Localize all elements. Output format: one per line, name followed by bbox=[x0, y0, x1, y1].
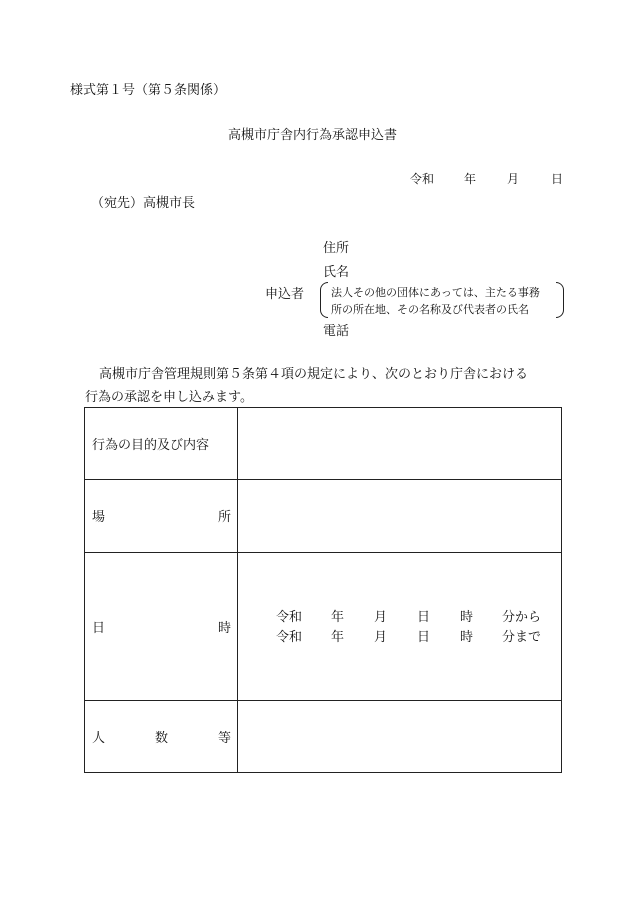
date-day-label: 日 bbox=[551, 172, 564, 186]
date-month-label: 月 bbox=[507, 172, 520, 186]
applicant-note-line-2: 所の所在地、その名称及び代表者の氏名 bbox=[331, 303, 529, 316]
purpose-field[interactable] bbox=[238, 408, 562, 480]
place-label-char: 所 bbox=[217, 510, 231, 526]
intro-text-line-2: 行為の承認を申し込みます。 bbox=[85, 390, 253, 405]
to-day: 日 bbox=[417, 630, 431, 646]
datetime-label-char: 日 bbox=[92, 620, 106, 636]
from-minute: 分から bbox=[502, 610, 542, 626]
count-label-cell bbox=[85, 700, 238, 772]
applicant-label: 申込者 bbox=[265, 287, 305, 302]
place-field[interactable] bbox=[238, 480, 562, 552]
count-label-char: 数 bbox=[154, 730, 168, 746]
datetime-label-cell bbox=[85, 552, 238, 700]
phone-label: 電話 bbox=[323, 324, 350, 339]
intro-text-line-1: 高槻市庁舎管理規則第５条第４項の規定により、次のとおり庁舎における bbox=[99, 367, 529, 382]
datetime-field[interactable] bbox=[238, 552, 562, 700]
to-year: 年 bbox=[331, 630, 345, 646]
from-day: 日 bbox=[417, 610, 431, 626]
place-row bbox=[85, 480, 562, 552]
from-era: 令和 bbox=[276, 610, 303, 626]
addressee: （宛先）高槻市長 bbox=[91, 196, 196, 211]
to-hour: 時 bbox=[460, 630, 474, 646]
right-bracket bbox=[556, 282, 564, 318]
name-label: 氏名 bbox=[323, 265, 350, 280]
to-minute: 分まで bbox=[502, 630, 542, 646]
datetime-to-row bbox=[238, 626, 561, 646]
to-era: 令和 bbox=[276, 630, 303, 646]
address-label: 住所 bbox=[323, 241, 350, 256]
from-year: 年 bbox=[331, 610, 345, 626]
application-table bbox=[84, 407, 562, 773]
count-label-char: 人 bbox=[92, 730, 106, 746]
date-year-label: 年 bbox=[464, 172, 477, 186]
count-label-char: 等 bbox=[217, 730, 231, 746]
datetime-row bbox=[85, 552, 562, 700]
form-number: 様式第１号（第５条関係） bbox=[70, 83, 227, 98]
from-hour: 時 bbox=[460, 610, 474, 626]
applicant-note bbox=[320, 282, 564, 318]
document-title: 高槻市庁舎内行為承認申込書 bbox=[228, 128, 398, 143]
datetime-from-row bbox=[238, 606, 561, 626]
count-field[interactable] bbox=[238, 700, 562, 772]
place-label-char: 場 bbox=[92, 510, 106, 526]
count-row bbox=[85, 700, 562, 772]
purpose-row bbox=[85, 408, 562, 480]
from-month: 月 bbox=[374, 610, 388, 626]
to-month: 月 bbox=[374, 630, 388, 646]
date-era-label: 令和 bbox=[410, 172, 435, 186]
datetime-label-char: 時 bbox=[217, 620, 231, 636]
place-label-cell bbox=[85, 480, 238, 552]
applicant-note-line-1: 法人その他の団体にあっては、主たる事務 bbox=[331, 286, 540, 299]
purpose-label: 行為の目的及び内容 bbox=[85, 408, 238, 480]
left-bracket bbox=[320, 282, 328, 318]
